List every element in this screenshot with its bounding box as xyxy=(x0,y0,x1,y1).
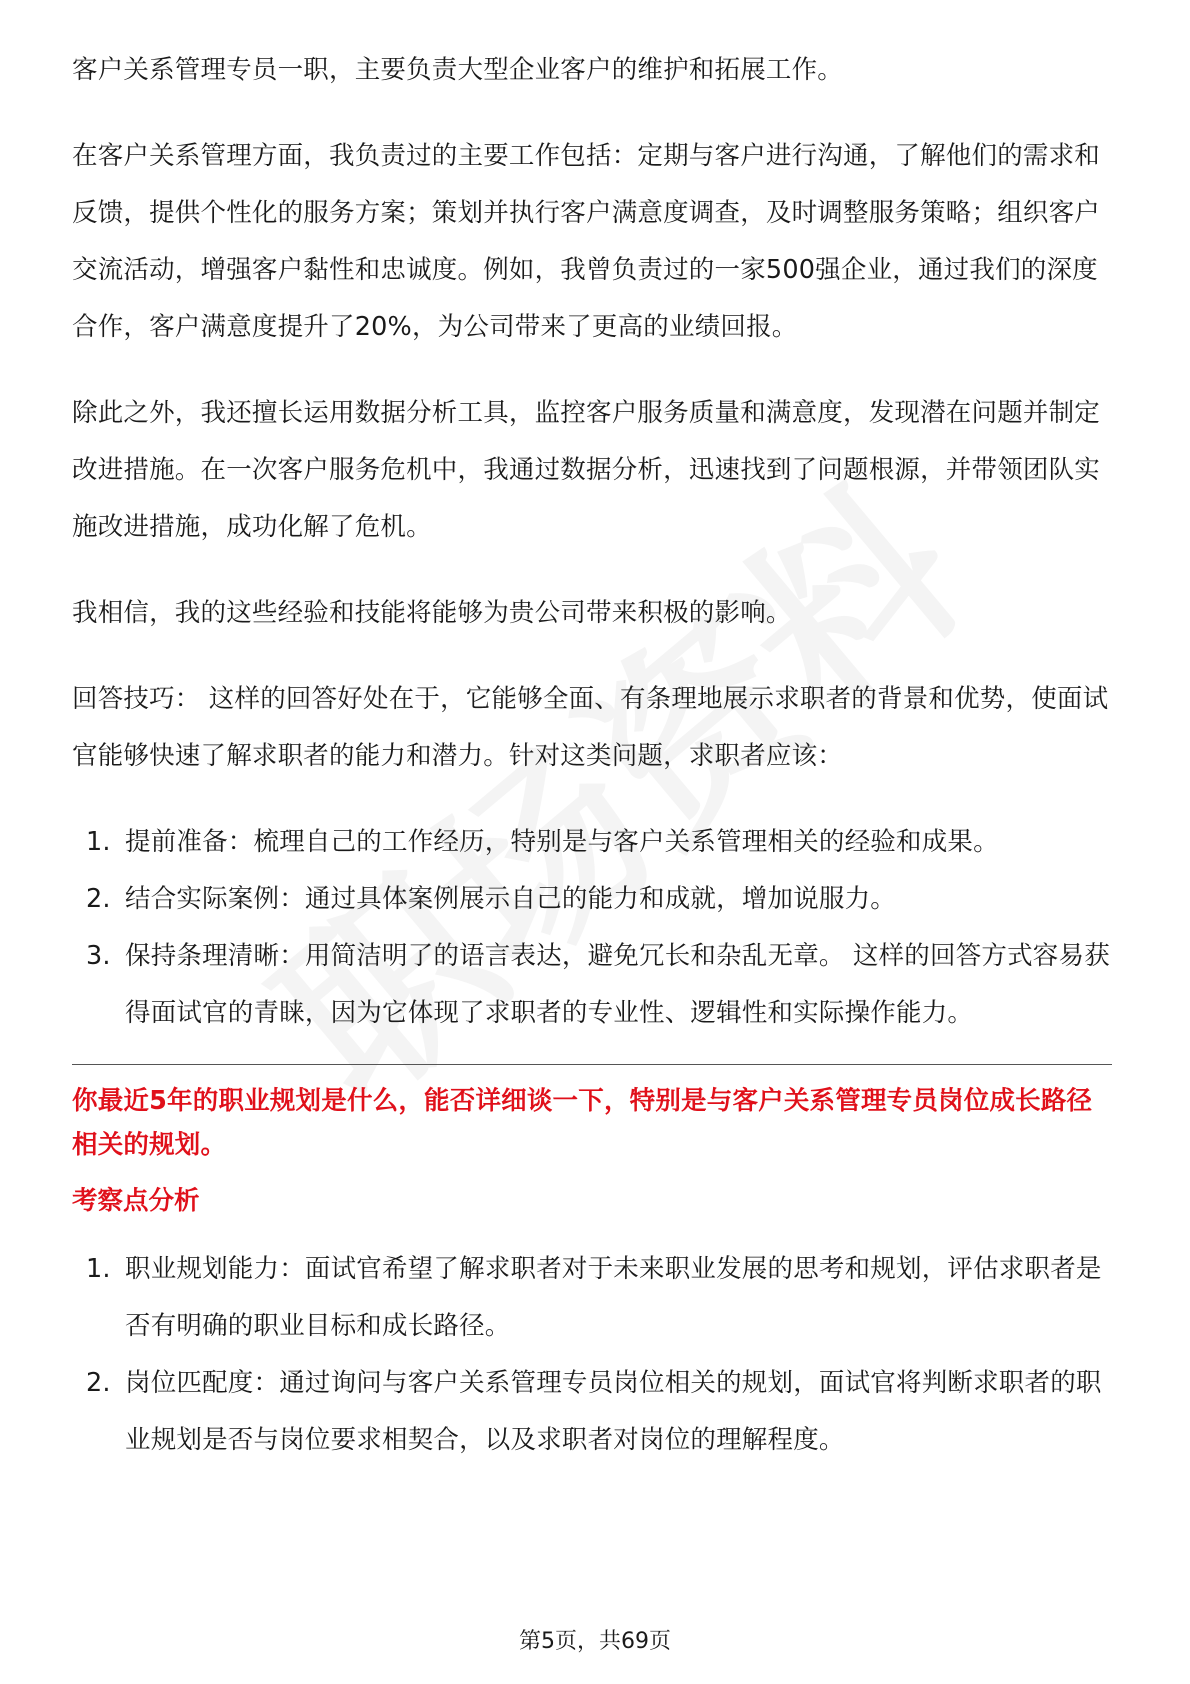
list-number: 3. xyxy=(86,941,111,971)
list-item xyxy=(72,1355,1112,1469)
page-footer: 第5页，共69页 xyxy=(519,1629,671,1654)
section-divider xyxy=(72,1064,1112,1065)
list-item xyxy=(72,928,1112,1042)
list-item xyxy=(72,814,1112,871)
tips-list xyxy=(72,814,1112,1042)
list-item xyxy=(72,1241,1112,1355)
list-item-text: 岗位匹配度：通过询问与客户关系管理专员岗位相关的规划，面试官将判断求职者的职业规划是否与岗位要求相契合，以及求职者对岗位的理解程度。 xyxy=(125,1368,1102,1455)
paragraph-data-analysis: 除此之外，我还擅长运用数据分析工具，监控客户服务质量和满意度，发现潜在问题并制定改进措施。在一次客户服务危机中，我通过数据分析，迅速找到了问题根源，并带领团队实施改进措施，成功化解了危机。 xyxy=(72,398,1101,542)
analysis-heading: 考察点分析 xyxy=(72,1186,200,1216)
list-number: 2. xyxy=(86,884,111,914)
list-item-text: 结合实际案例：通过具体案例展示自己的能力和成就，增加说服力。 xyxy=(125,884,897,914)
list-number: 2. xyxy=(86,1368,111,1398)
paragraph-crm-work: 在客户关系管理方面，我负责过的主要工作包括：定期与客户进行沟通，了解他们的需求和反馈，提供个性化的服务方案；策划并执行客户满意度调查，及时调整服务策略；组织客户交流活动，增强客户黏性和忠诚度。例如，我曾负责过的一家500强企业，通过我们的深度合作，客户满意度提升了20%，为公司带来了更高的业绩回报。 xyxy=(72,141,1101,342)
list-item-text: 提前准备：梳理自己的工作经历，特别是与客户关系管理相关的经验和成果。 xyxy=(125,827,999,857)
paragraph-answer-tips: 回答技巧： 这样的回答好处在于，它能够全面、有条理地展示求职者的背景和优势，使面试官能够快速了解求职者的能力和潜力。针对这类问题，求职者应该： xyxy=(72,684,1109,771)
list-number: 1. xyxy=(86,827,111,857)
analysis-list xyxy=(72,1241,1112,1469)
page-content xyxy=(72,42,1112,1469)
interview-question: 你最近5年的职业规划是什么，能否详细谈一下，特别是与客户关系管理专员岗位成长路径相关的规划。 xyxy=(72,1086,1093,1160)
list-item xyxy=(72,871,1112,928)
list-item-text: 职业规划能力：面试官希望了解求职者对于未来职业发展的思考和规划，评估求职者是否有明确的职业目标和成长路径。 xyxy=(125,1254,1102,1341)
paragraph-conclusion: 我相信，我的这些经验和技能将能够为贵公司带来积极的影响。 xyxy=(72,598,792,628)
list-number: 1. xyxy=(86,1254,111,1284)
paragraph-intro: 客户关系管理专员一职，主要负责大型企业客户的维护和拓展工作。 xyxy=(72,55,844,85)
list-item-text: 保持条理清晰：用简洁明了的语言表达，避免冗长和杂乱无章。 这样的回答方式容易获得面试官的青睐，因为它体现了求职者的专业性、逻辑性和实际操作能力。 xyxy=(125,941,1110,1028)
